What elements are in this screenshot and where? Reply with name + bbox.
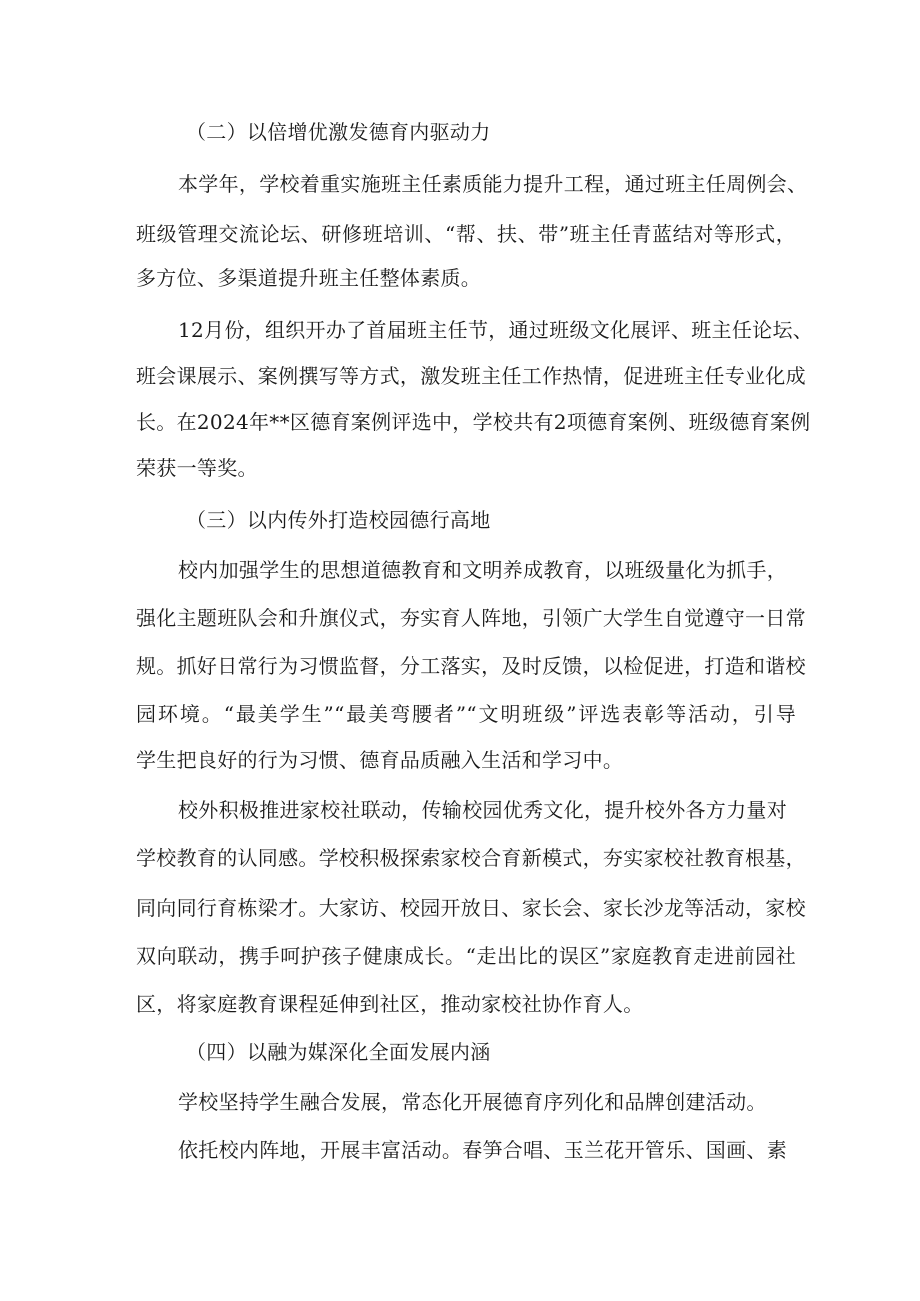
- paragraph-line: 班级管理交流论坛、研修班培训、“帮、扶、带”班主任青蓝结对等形式，: [136, 222, 796, 246]
- paragraph-line: 依托校内阵地，开展丰富活动。春笋合唱、玉兰花开管乐、国画、素: [178, 1138, 787, 1162]
- paragraph-line: 学生把良好的行为习惯、德育品质融入生活和学习中。: [136, 748, 624, 772]
- paragraph-line: 同向同行育栋梁才。大家访、校园开放日、家长会、家长沙龙等活动，家校: [136, 896, 806, 920]
- paragraph-line: 园环境。“最美学生”“最美弯腰者”“文明班级”评选表彰等活动，引导: [136, 702, 796, 726]
- paragraph-line: 校外积极推进家校社联动，传输校园优秀文化，提升校外各方力量对: [178, 798, 787, 822]
- paragraph-line: 本学年，学校着重实施班主任素质能力提升工程，通过班主任周例会、: [178, 172, 808, 196]
- paragraph-line: 规。抓好日常行为习惯监督，分工落实，及时反馈，以检促进，打造和谐校: [136, 654, 806, 678]
- paragraph-line: 12月份，组织开办了首届班主任节，通过班级文化展评、班主任论坛、: [178, 318, 814, 342]
- paragraph-line: 区，将家庭教育课程延伸到社区，推动家校社协作育人。: [136, 992, 644, 1016]
- paragraph-line: 学校坚持学生融合发展，常态化开展德育序列化和品牌创建活动。: [178, 1090, 767, 1114]
- section-heading-3: （三）以内传外打造校园德行高地: [186, 508, 491, 532]
- paragraph-line: 多方位、多渠道提升班主任整体素质。: [136, 266, 482, 290]
- paragraph-line: 强化主题班队会和升旗仪式，夯实育人阵地，引领广大学生自觉遵守一日常: [136, 606, 806, 630]
- paragraph-line: 校内加强学生的思想道德教育和文明养成教育，以班级量化为抓手，: [178, 558, 787, 582]
- paragraph-line: 荣获一等奖。: [136, 456, 258, 480]
- paragraph-line: 双向联动，携手呵护孩子健康成长。“走出比的误区”家庭教育走进前园社: [136, 944, 796, 968]
- paragraph-line: 班会课展示、案例撰写等方式，激发班主任工作热情，促进班主任专业化成: [136, 364, 806, 388]
- paragraph-line: 学校教育的认同感。学校积极探索家校合育新模式，夯实家校社教育根基，: [136, 846, 806, 870]
- paragraph-line: 长。在2024年**区德育案例评选中，学校共有2项德育案例、班级德育案例: [136, 410, 811, 434]
- section-heading-2: （二）以倍增优激发德育内驱动力: [186, 120, 491, 144]
- section-heading-4: （四）以融为媒深化全面发展内涵: [186, 1040, 491, 1064]
